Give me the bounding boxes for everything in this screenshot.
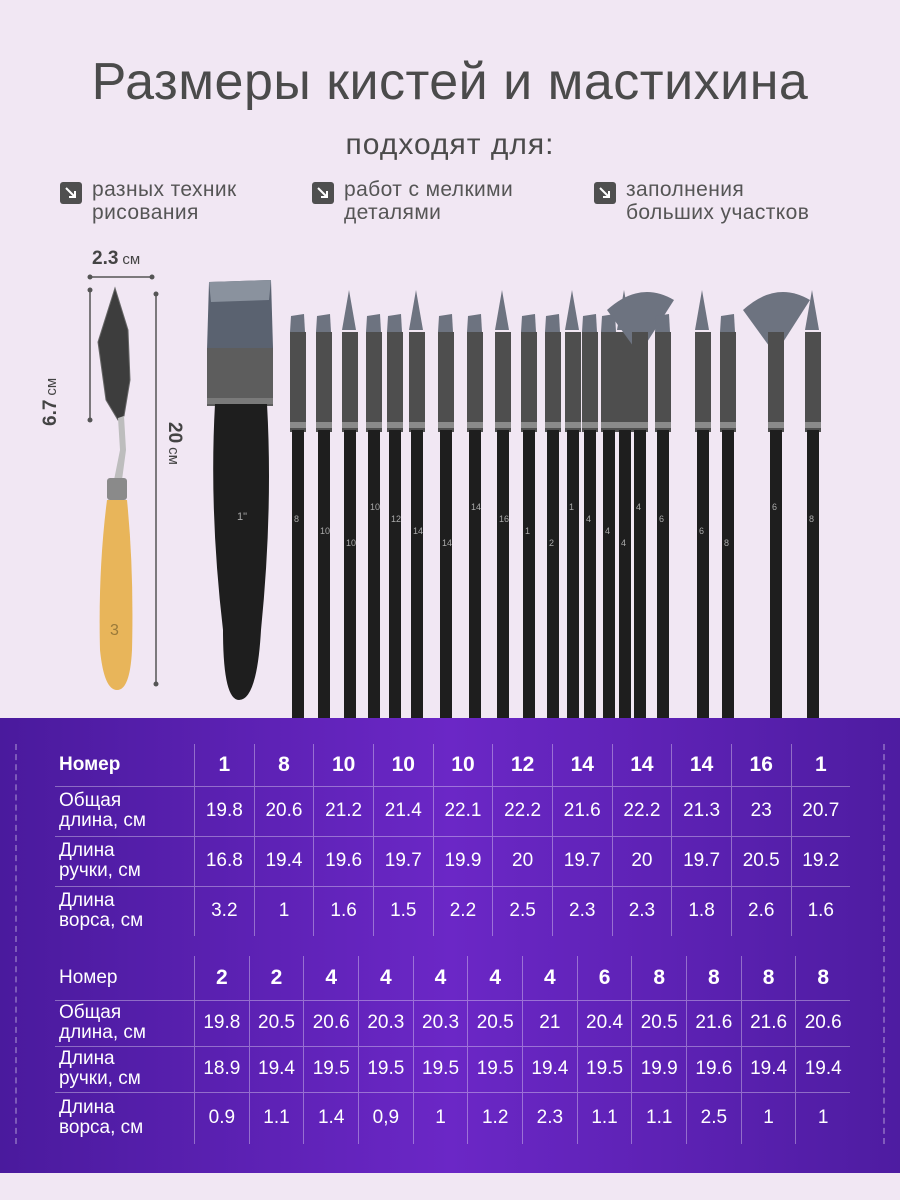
table-cell: 21.6 [741,1000,796,1046]
brush-number: 10 [370,502,381,512]
table-cell: 1.1 [249,1092,304,1144]
table-cell: 21.2 [314,786,374,836]
brush-number: 2 [549,538,555,548]
brush [695,290,711,718]
brush [366,314,382,718]
table-row [55,1000,850,1046]
table-cell: 16 [731,744,791,786]
brush-number: 6 [699,526,705,536]
table-cell: 1 [413,1092,468,1144]
palette-knife-illustration [60,270,180,710]
table-cell: 19.4 [249,1046,304,1092]
feature-line: работ с мелкими [344,178,514,201]
knife-handle-number: 3 [110,622,119,639]
brush-number: 4 [586,514,592,524]
table-cell: 19.5 [359,1046,414,1092]
table-cell: 1 [195,744,255,786]
brush [342,290,358,718]
row-label [55,886,195,936]
brush-number: 8 [809,514,815,524]
table-cell: 21.6 [552,786,612,836]
table-cell: 19.6 [314,836,374,886]
brush [316,314,332,718]
table-cell: 18.9 [195,1046,250,1092]
brush-number: 16 [499,514,510,524]
arrow-down-right-icon [594,182,616,204]
feature-item [60,178,237,224]
table-cell: 8 [632,956,687,1000]
table-cell: 4 [523,956,578,1000]
brush [467,314,483,718]
table-cell: 19.6 [687,1046,742,1092]
brush [805,290,821,718]
table-cell: 19.4 [254,836,314,886]
brush-number: 8 [294,514,300,524]
table-cell: 20.3 [413,1000,468,1046]
row-label-line: ручки, см [59,1068,141,1089]
table-cell: 4 [413,956,468,1000]
table-cell: 23 [731,786,791,836]
table-cell: 20.5 [468,1000,523,1046]
table-cell: 2.3 [552,886,612,936]
table-cell: 19.4 [523,1046,578,1092]
brush [601,314,617,718]
table-cell: 2 [249,956,304,1000]
table-cell: 10 [433,744,493,786]
table-cell: 20.3 [359,1000,414,1046]
table-cell: 1.8 [672,886,732,936]
feature-item [312,178,513,224]
row-label-line: Длина [59,1048,115,1069]
table-cell: 14 [552,744,612,786]
table-cell: 19.9 [632,1046,687,1092]
table-row [55,786,850,836]
table-cell: 1.6 [314,886,374,936]
row-label-line: ворса, см [59,910,144,932]
brush-number: 14 [471,502,482,512]
feature-line: рисования [92,201,199,224]
table-cell: 4 [359,956,414,1000]
table-cell: 1 [791,744,850,786]
brush [438,314,454,718]
table-header-row [55,744,850,786]
table-cell: 14 [672,744,732,786]
table-header-row [55,956,850,1000]
feature-item [594,178,809,224]
table-cell: 1 [741,1092,796,1144]
brush-number: 1 [569,502,575,512]
table-cell: 2.6 [731,886,791,936]
brush [409,290,425,718]
table-cell: 20.6 [304,1000,359,1046]
brush-number: 10 [320,526,331,536]
table-cell: 19.8 [195,786,255,836]
table-cell: 8 [254,744,314,786]
table-cell: 21.6 [687,1000,742,1046]
brush-number: 1 [525,526,531,536]
brush-number: 4 [636,502,642,512]
table-cell: 21.3 [672,786,732,836]
brush-number: 8 [724,538,730,548]
row-label [55,1092,195,1144]
sizes-table-2 [55,956,850,1144]
arrow-down-right-icon [312,182,334,204]
sizes-table-1 [55,744,850,936]
table-cell: 19.7 [373,836,433,886]
table-cell: 1.2 [468,1092,523,1144]
brush [720,314,736,718]
table-cell: 19.5 [468,1046,523,1092]
feature-line: больших участков [626,201,810,224]
row-label-line: длина, см [59,810,146,831]
feature-line: деталями [344,201,442,224]
table-cell: 2.3 [612,886,672,936]
row-label-line: Длина [59,1097,115,1119]
row-label-line: длина, см [59,1022,146,1043]
row-label-line: Номер [59,753,121,775]
knife-blade-label: 6.7см [40,377,61,426]
table-cell: 20.4 [577,1000,632,1046]
table-cell: 20.5 [632,1000,687,1046]
knife-length-label: 20см [164,422,185,465]
row-label [55,744,195,786]
table-cell: 20 [493,836,553,886]
table-cell: 3.2 [195,886,255,936]
table-cell: 19.5 [577,1046,632,1092]
table-cell: 8 [687,956,742,1000]
table-cell: 2.5 [687,1092,742,1144]
table-cell: 1 [796,1092,850,1144]
table-cell: 1.5 [373,886,433,936]
table-cell: 12 [493,744,553,786]
brush-number: 6 [772,502,778,512]
table-cell: 2 [195,956,250,1000]
brush-number: 14 [413,526,424,536]
table-cell: 10 [314,744,374,786]
table-cell: 22.2 [612,786,672,836]
table-cell: 2.5 [493,886,553,936]
table-cell: 1.4 [304,1092,359,1144]
table-row [55,886,850,936]
table-cell: 19.8 [195,1000,250,1046]
brush-number: 10 [346,538,357,548]
features-list [60,178,860,238]
table-row [55,836,850,886]
row-label-line: ручки, см [59,860,141,881]
table-row [55,1092,850,1144]
feature-line: разных техник [92,178,237,201]
table-cell: 8 [796,956,850,1000]
page-subtitle: подходят для: [345,128,555,161]
table-cell: 19.2 [791,836,850,886]
row-label [55,786,195,836]
table-cell: 0.9 [195,1092,250,1144]
table-cell: 21 [523,1000,578,1046]
table-cell: 20.5 [731,836,791,886]
table-cell: 20.6 [254,786,314,836]
table-cell: 22.1 [433,786,493,836]
brush-number: 1" [237,511,248,523]
page-title: Размеры кистей и мастихина [91,53,809,111]
row-label-line: Длина [59,840,115,861]
table-cell: 19.5 [413,1046,468,1092]
table-cell: 4 [304,956,359,1000]
brush-number: 4 [605,526,611,536]
table-cell: 1.6 [791,886,850,936]
table-cell: 19.7 [672,836,732,886]
row-label-line: Общая [59,790,122,811]
table-cell: 6 [577,956,632,1000]
row-label-line: ворса, см [59,1117,144,1139]
brush [521,314,537,718]
table-cell: 2.3 [523,1092,578,1144]
table-cell: 1.1 [577,1092,632,1144]
brush [545,314,561,718]
table-cell: 10 [373,744,433,786]
brushes-illustration [195,270,855,718]
row-label-line: Общая [59,1002,122,1023]
row-label [55,1000,195,1046]
brush [207,280,273,700]
table-cell: 16.8 [195,836,255,886]
arrow-down-right-icon [60,182,82,204]
table-row [55,1046,850,1092]
row-label [55,956,195,1000]
table-cell: 14 [612,744,672,786]
table-cell: 0,9 [359,1092,414,1144]
table-cell: 8 [741,956,796,1000]
table-cell: 4 [468,956,523,1000]
table-cell: 19.7 [552,836,612,886]
brush-number: 14 [442,538,453,548]
table-cell: 20.7 [791,786,850,836]
table-cell: 19.4 [796,1046,850,1092]
table-cell: 1.1 [632,1092,687,1144]
brush-number: 6 [659,514,665,524]
table-cell: 1 [254,886,314,936]
table-cell: 19.4 [741,1046,796,1092]
table-cell: 19.5 [304,1046,359,1092]
knife-width-label: 2.3 см [92,248,141,269]
brush [495,290,511,718]
table-cell: 19.9 [433,836,493,886]
row-label [55,1046,195,1092]
table-cell: 20.6 [796,1000,850,1046]
table-cell: 20.5 [249,1000,304,1046]
brush-number: 4 [621,538,627,548]
table-cell: 22.2 [493,786,553,836]
row-label-line: Длина [59,890,115,912]
brush [617,290,633,718]
row-label [55,836,195,886]
row-label-line: Номер [59,966,118,988]
table-cell: 21.4 [373,786,433,836]
table-cell: 20 [612,836,672,886]
feature-line: заполнения [626,178,745,201]
table-cell: 2.2 [433,886,493,936]
brush-number: 12 [391,514,402,524]
